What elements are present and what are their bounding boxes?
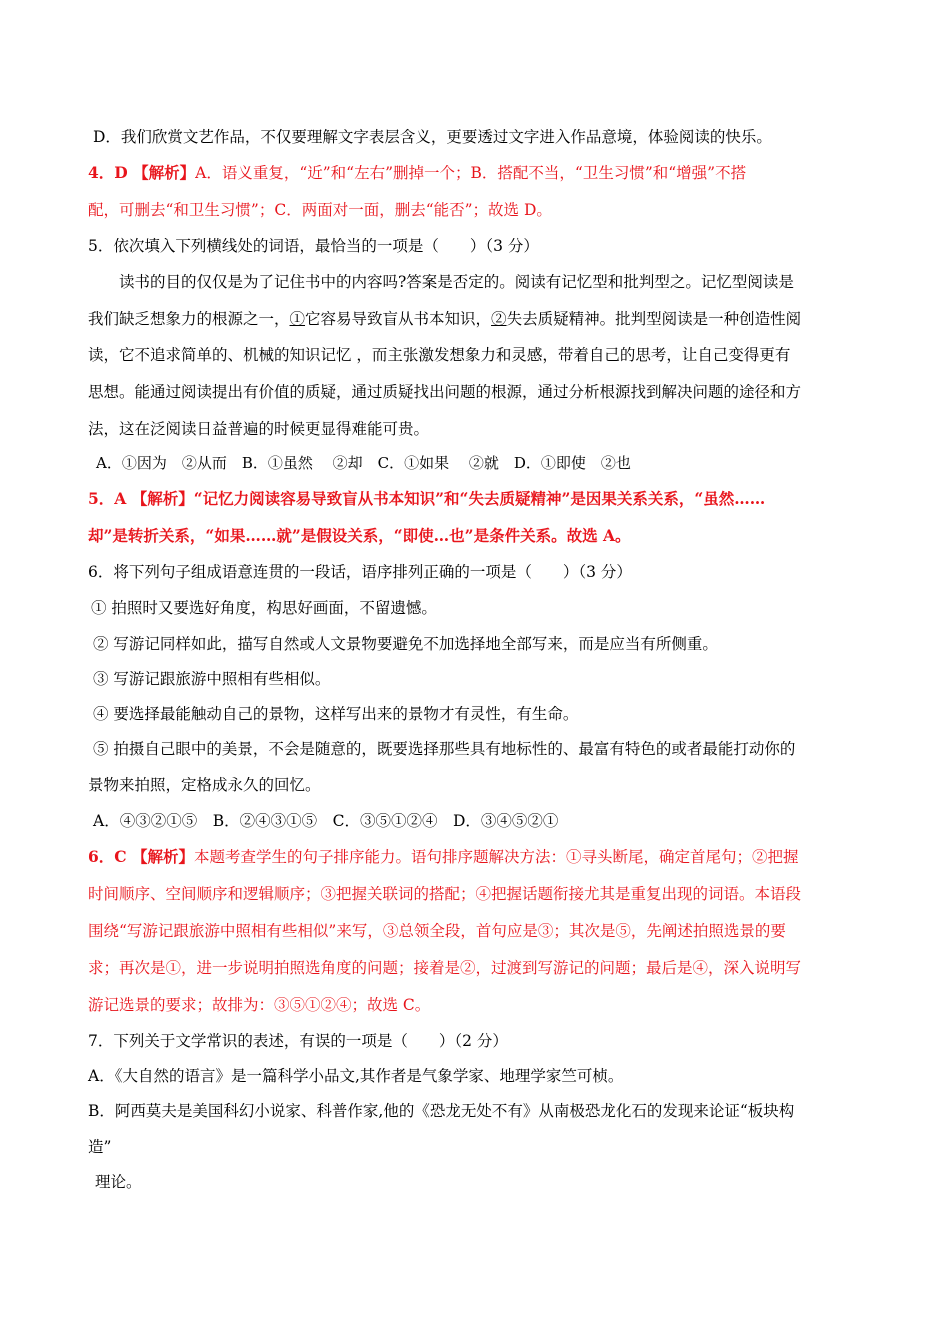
q3-option-d: D．我们欣赏文艺作品，不仅要理解文字表层含义，更要透过文字进入作品意境，体验阅读的快乐。 xyxy=(93,128,772,146)
answer-text: 本题考查学生的句子排序能力。语句排序题解决方法：①寻头断尾，确定首尾句；②把握 xyxy=(194,848,799,866)
answer-text: A．语义重复，“近”和“左右”删掉一个；B．搭配不当，“卫生习惯”和“增强”不搭 xyxy=(195,164,747,182)
question-6-stem: 6．将下列句子组成语意连贯的一段话，语序排列正确的一项是（ ）（3 分） xyxy=(88,563,632,581)
blank-marker-2: ② xyxy=(491,310,507,328)
blank-marker-1: ① xyxy=(289,310,306,328)
sentence-5: ⑤ 拍摄自己眼中的美景，不会是随意的，既要选择那些具有地标性的、最富有特色的或者最能打动你的 xyxy=(93,740,796,758)
sentence-3: ③ 写游记跟旅游中照相有些相似。 xyxy=(93,670,331,688)
answer-6-line5: 游记选景的要求；故排为：③⑤①②④；故选 C。 xyxy=(88,996,431,1014)
question-7-option-b-cont: 理论。 xyxy=(95,1173,142,1191)
passage-line: 读，它不追求简单的、机械的知识记忆 ，而主张激发想象力和灵感，带着自己的思考，让自己变得更有 xyxy=(88,346,791,364)
answer-5-line2: 却”是转折关系，“如果……就”是假设关系，“即使…也”是条件关系。故选 A。 xyxy=(88,526,631,545)
answer-label: 6．C 【解析】 xyxy=(88,847,195,866)
answer-6-line3: 围绕“写游记跟旅游中照相有些相似”来写，③总领全段，首句应是③；其次是⑤，先阐述拍照选景的要 xyxy=(88,922,786,940)
passage-line: 读书的目的仅仅是为了记住书中的内容吗?答案是否定的。阅读有记忆型和批判型之。记忆型阅读是 xyxy=(119,273,794,291)
answer-6-line1 xyxy=(88,847,799,867)
answer-text: “记忆力阅读容易导致盲从书本知识”和“失去质疑精神”是因果关系关系，“虽然…… xyxy=(193,489,766,508)
answer-4-line2: 配，可删去“和卫生习惯”；C．两面对一面，删去“能否”；故选 D。 xyxy=(88,201,552,219)
passage-text: 我们缺乏想象力的根源之一， xyxy=(88,310,290,328)
passage-text: 失去质疑精神。批判型阅读是一种创造性阅 xyxy=(506,310,802,328)
question-7-option-b: B．阿西莫夫是美国科幻小说家、科普作家,他的《恐龙无处不有》从南极恐龙化石的发现来论证“板块构 xyxy=(88,1102,795,1120)
answer-6-line2: 时间顺序、空间顺序和逻辑顺序；③把握关联词的搭配；④把握话题衔接尤其是重复出现的词语。本语段 xyxy=(88,885,802,903)
question-5-stem: 5．依次填入下列横线处的词语，最恰当的一项是（ ）（3 分） xyxy=(88,237,539,255)
passage-line: 思想。能通过阅读提出有价值的质疑，通过质疑找出问题的根源，通过分析根源找到解决问题的途径和方 xyxy=(88,383,802,401)
answer-label: 5．A 【解析】 xyxy=(88,489,194,508)
question-7-option-b-cont: 造” xyxy=(88,1138,112,1156)
question-6-options: A．④③②①⑤ B．②④③①⑤ C．③⑤①②④ D．③④⑤②① xyxy=(93,812,559,830)
answer-6-line4: 求；再次是①，进一步说明拍照选角度的问题；接着是②，过渡到写游记的问题；最后是④，深入说明写 xyxy=(88,959,802,977)
answer-label: 4．D 【解析】 xyxy=(88,163,196,182)
question-5-options: A．①因为 ②从而 B．①虽然 ②却 C．①如果 ②就 D．①即使 ②也 xyxy=(96,454,631,472)
passage-text: 它容易导致盲从书本知识， xyxy=(305,310,492,328)
answer-5-line1 xyxy=(88,489,765,509)
question-7-stem: 7．下列关于文学常识的表述，有误的一项是（ ）（2 分） xyxy=(88,1032,508,1050)
sentence-1: ① 拍照时又要选好角度，构思好画面，不留遗憾。 xyxy=(91,599,437,617)
answer-4-line1 xyxy=(88,163,746,183)
sentence-5-cont: 景物来拍照，定格成永久的回忆。 xyxy=(88,776,321,794)
question-7-option-a: A．《大自然的语言》是一篇科学小品文,其作者是气象学家、地理学家竺可桢。 xyxy=(88,1067,624,1085)
passage-line xyxy=(88,309,801,329)
passage-line: 法，这在泛阅读日益普遍的时候更显得难能可贵。 xyxy=(88,420,430,438)
sentence-2: ② 写游记同样如此，描写自然或人文景物要避免不加选择地全部写来，而是应当有所侧重。 xyxy=(93,635,718,653)
sentence-4: ④ 要选择最能触动自己的景物，这样写出来的景物才有灵性，有生命。 xyxy=(93,705,579,723)
